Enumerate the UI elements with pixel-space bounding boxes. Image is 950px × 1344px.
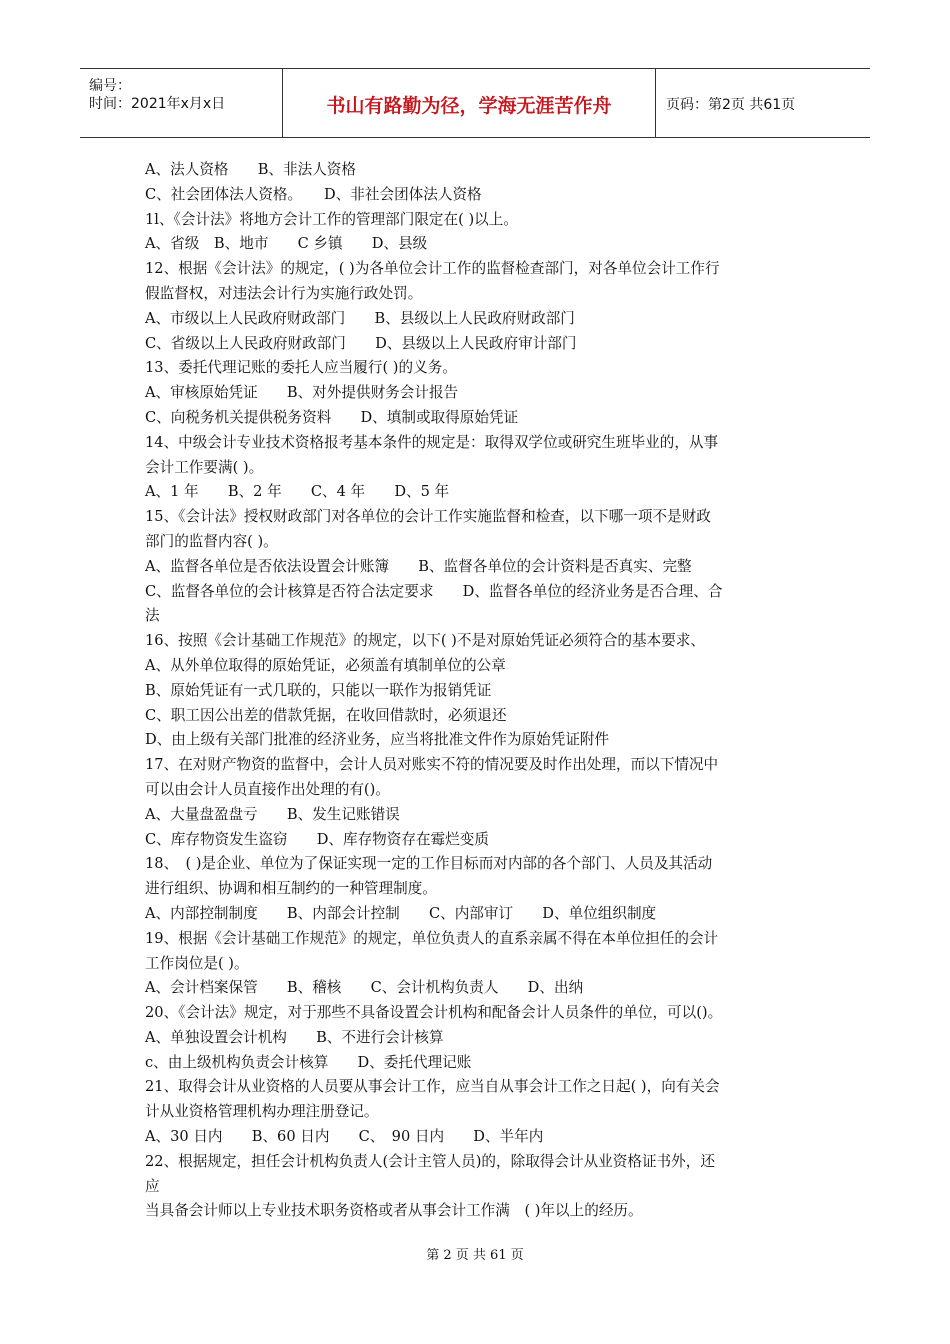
text-line: 15、《会计法》授权财政部门对各单位的会计工作实施监督和检查，以下哪一项不是财政: [145, 508, 711, 526]
text-line: A、单独设置会计机构 B、不进行会计核算: [145, 1028, 444, 1046]
page-footer: 第 2 页 共 61 页: [426, 1248, 524, 1263]
text-line: A、省级 B、地市 C 乡镇 D、县级: [145, 235, 428, 253]
header-page-info: 页码：第2页 共61页: [666, 97, 796, 113]
text-line: A、内部控制制度 B、内部会计控制 C、内部审订 D、单位组织制度: [145, 904, 657, 922]
text-line: 22、根据规定，担任会计机构负责人(会计主管人员)的，除取得会计从业资格证书外，还: [145, 1152, 715, 1170]
text-line: 18、 ( )是企业、单位为了保证实现一定的工作目标而对内部的各个部门、人员及其活动: [145, 855, 713, 873]
text-line: C、库存物资发生盗窃 D、库存物资存在霉烂变质: [145, 830, 489, 848]
text-line: 16、按照《会计基础工作规范》的规定，以下( )不是对原始凭证必须符合的基本要求、: [145, 632, 705, 650]
text-line: D、由上级有关部门批准的经济业务，应当将批准文件作为原始凭证附件: [145, 731, 610, 749]
text-line: C、职工因公出差的借款凭据，在收回借款时，必须退还: [145, 706, 507, 724]
header-middle-cell: [283, 69, 656, 137]
text-line: 17、在对财产物资的监督中，会计人员对账实不符的情况要及时作出处理，而以下情况中: [145, 756, 719, 774]
header-motto: 书山有路勤为径，学海无涯苦作舟: [326, 95, 612, 117]
text-line: C、省级以上人民政府财政部门 D、县级以上人民政府审计部门: [145, 334, 577, 352]
text-line: A、30 日内 B、60 日内 C、 90 日内 D、半年内: [145, 1128, 544, 1146]
text-line: 进行组织、协调和相互制约的一种管理制度。: [145, 880, 437, 898]
serial-label: 编号：: [89, 78, 131, 94]
text-line: 可以由会计人员直接作出处理的有()。: [145, 780, 390, 798]
text-line: A、会计档案保管 B、稽核 C、会计机构负责人 D、出纳: [145, 979, 584, 997]
text-line: 工作岗位是( )。: [145, 954, 249, 972]
text-line: 法: [145, 607, 160, 625]
text-line: A、从外单位取得的原始凭证，必须盖有填制单位的公章: [145, 656, 506, 674]
text-line: 21、取得会计从业资格的人员要从事会计工作，应当自从事会计工作之日起( )，向有关会: [145, 1078, 720, 1096]
page-header: [80, 68, 870, 138]
time-label: 时间：2021年x月x日: [89, 96, 226, 112]
text-line: 当具备会计师以上专业技术职务资格或者从事会计工作满 ( )年以上的经历。: [145, 1202, 643, 1220]
text-line: A、大量盘盈盘亏 B、发生记账错误: [145, 805, 400, 823]
text-line: 19、根据《会计基础工作规范》的规定，单位负责人的直系亲属不得在本单位担任的会计: [145, 929, 719, 947]
header-right-cell: [656, 69, 870, 137]
text-line: A、法人资格 B、非法人资格: [145, 161, 356, 178]
text-line: C、社会团体法人资格。 D、非社会团体法人资格: [145, 185, 482, 203]
text-line: c、由上级机构负责会计核算 D、委托代理记账: [145, 1053, 472, 1071]
text-line: A、监督各单位是否依法设置会计账簿 B、监督各单位的会计资料是否真实、完整: [145, 557, 692, 575]
text-line: 13、委托代理记账的委托人应当履行( )的义务。: [145, 359, 457, 377]
text-line: B、原始凭证有一式几联的，只能以一联作为报销凭证: [145, 681, 492, 699]
text-line: C、监督各单位的会计核算是否符合法定要求 D、监督各单位的经济业务是否合理、合: [145, 582, 723, 600]
text-line: 14、中级会计专业技术资格报考基本条件的规定是：取得双学位或研究生班毕业的，从事: [145, 433, 719, 451]
text-line: 应: [145, 1177, 160, 1195]
text-line: 1l、《会计法》将地方会计工作的管理部门限定在( )以上。: [145, 210, 518, 228]
text-line: 假监督权，对违法会计行为实施行政处罚。: [145, 284, 423, 302]
text-line: A、市级以上人民政府财政部门 B、县级以上人民政府财政部门: [145, 309, 575, 327]
text-line: 12、根据《会计法》的规定，( )为各单位会计工作的监督检查部门，对各单位会计工作行: [145, 260, 720, 278]
question-content: [145, 158, 815, 1224]
text-line: 会计工作要满( )。: [145, 458, 264, 476]
text-line: C、向税务机关提供税务资料 D、填制或取得原始凭证: [145, 408, 519, 426]
text-line: A、1 年 B、2 年 C、4 年 D、5 年: [145, 483, 450, 501]
header-left-cell: [80, 69, 283, 137]
text-line: 计从业资格管理机构办理注册登记。: [145, 1103, 379, 1121]
text-line: 20、《会计法》规定，对于那些不具备设置会计机构和配备会计人员条件的单位，可以()。: [145, 1004, 723, 1022]
text-line: 部门的监督内容( )。: [145, 532, 278, 550]
text-line: A、审核原始凭证 B、对外提供财务会计报告: [145, 384, 459, 402]
